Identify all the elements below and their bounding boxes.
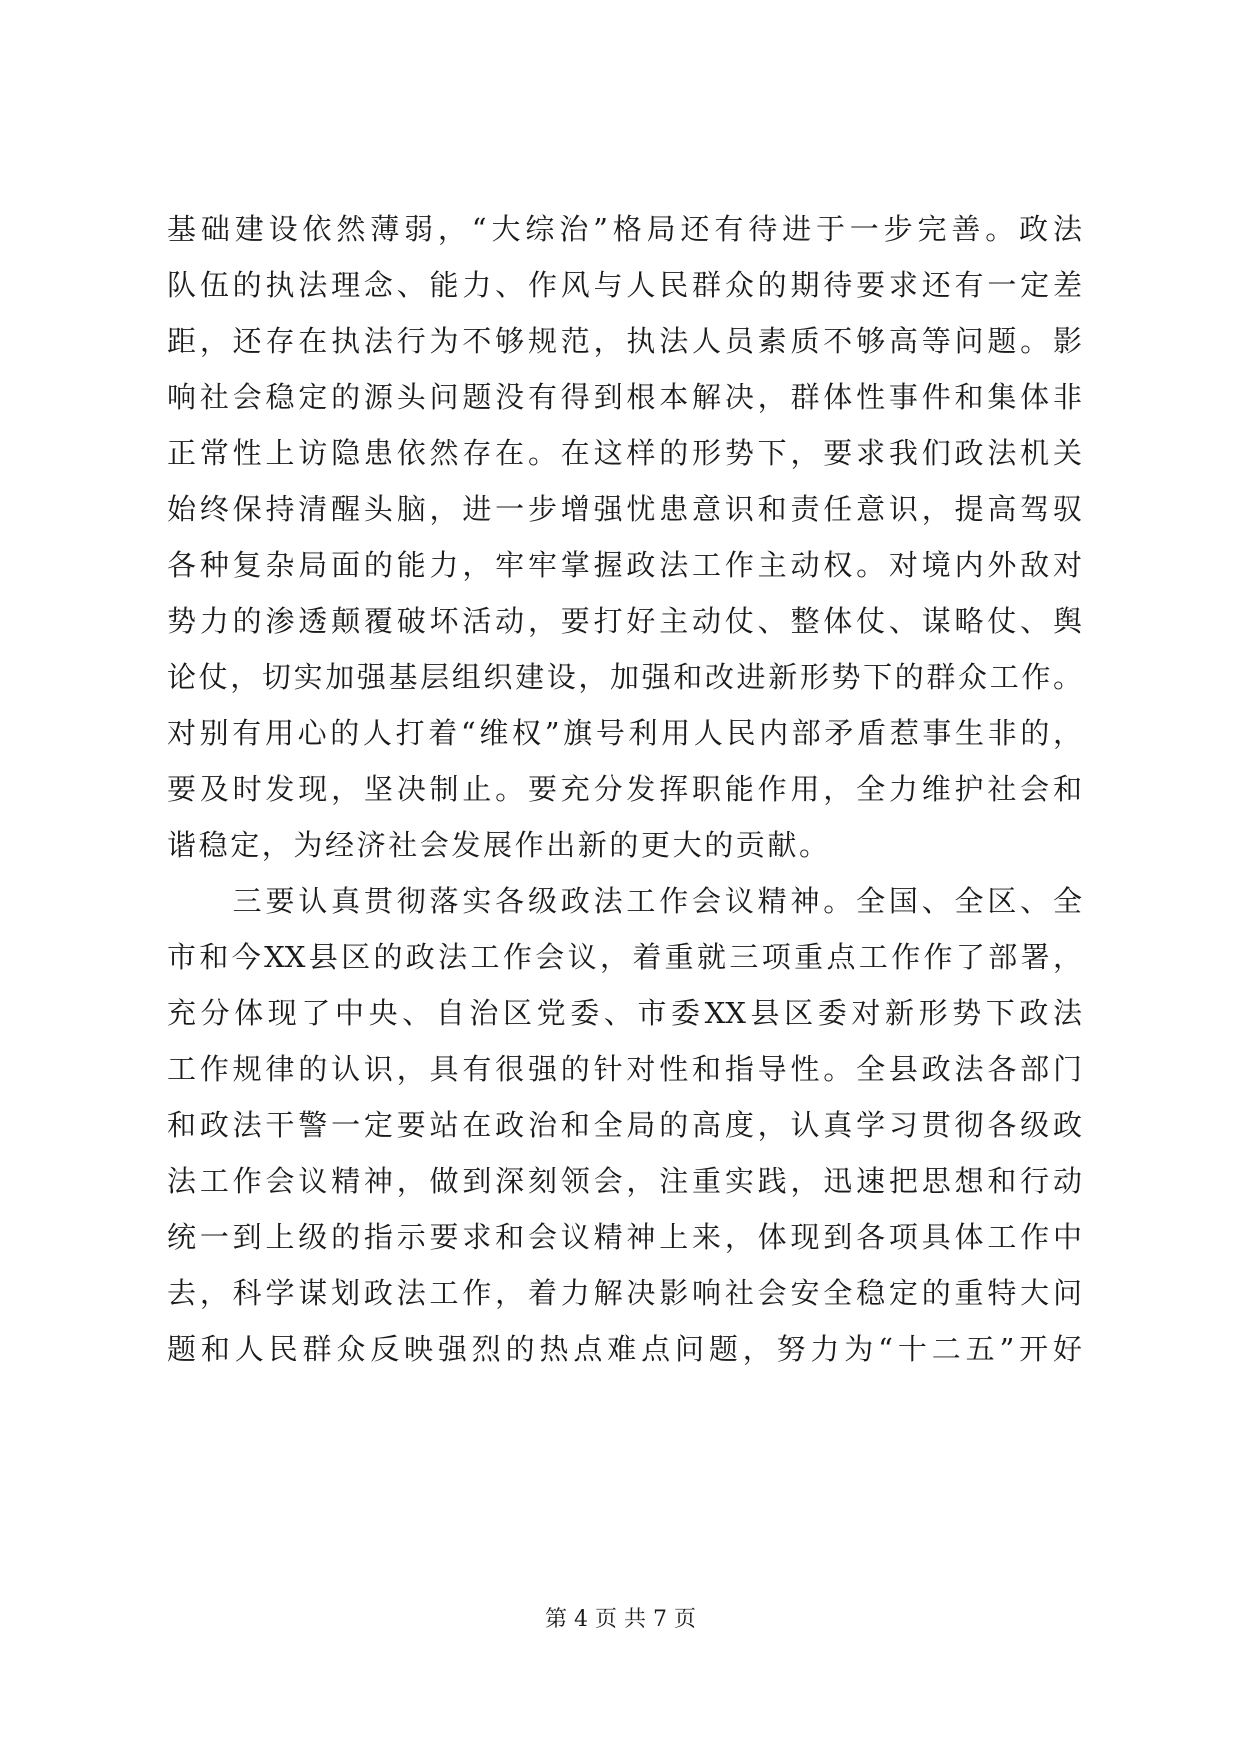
text-line: 正常性上访隐患依然存在。在这样的形势下，要求我们政法机关 bbox=[167, 436, 1082, 470]
text-line: 题和人民群众反映强烈的热点难点问题，努力为“十二五”开好 bbox=[167, 1332, 1082, 1366]
text-line: 势力的渗透颠覆破坏活动，要打好主动仗、整体仗、谋略仗、舆 bbox=[167, 604, 1082, 638]
page-number-footer: 第 4 页 共 7 页 bbox=[545, 1607, 696, 1632]
text-line: 去，科学谋划政法工作，着力解决影响社会安全稳定的重特大问 bbox=[167, 1276, 1082, 1310]
text-line: 和政法干警一定要站在政治和全局的高度，认真学习贯彻各级政 bbox=[167, 1108, 1082, 1142]
text-line: 基础建设依然薄弱，“大综治”格局还有待进于一步完善。政法 bbox=[167, 212, 1082, 246]
text-line: 谐稳定，为经济社会发展作出新的更大的贡献。 bbox=[167, 828, 831, 862]
text-line: 响社会稳定的源头问题没有得到根本解决，群体性事件和集体非 bbox=[167, 380, 1082, 414]
text-line: 始终保持清醒头脑，进一步增强忧患意识和责任意识，提高驾驭 bbox=[167, 492, 1082, 526]
text-line: 法工作会议精神，做到深刻领会，注重实践，迅速把思想和行动 bbox=[167, 1164, 1082, 1198]
text-line: 距，还存在执法行为不够规范，执法人员素质不够高等问题。影 bbox=[167, 324, 1082, 358]
text-line: 队伍的执法理念、能力、作风与人民群众的期待要求还有一定差 bbox=[167, 268, 1082, 302]
text-line: 工作规律的认识，具有很强的针对性和指导性。全县政法各部门 bbox=[167, 1052, 1082, 1086]
text-line: 对别有用心的人打着“维权”旗号利用人民内部矛盾惹事生非的， bbox=[167, 716, 1082, 750]
paragraph-start-line: 三要认真贯彻落实各级政法工作会议精神。全国、全区、全 bbox=[167, 884, 1082, 918]
text-line: 各种复杂局面的能力，牢牢掌握政法工作主动权。对境内外敌对 bbox=[167, 548, 1082, 582]
text-line: 统一到上级的指示要求和会议精神上来，体现到各项具体工作中 bbox=[167, 1220, 1082, 1254]
text-line: 市和今XX县区的政法工作会议，着重就三项重点工作作了部署， bbox=[167, 940, 1082, 974]
text-line: 充分体现了中央、自治区党委、市委XX县区委对新形势下政法 bbox=[167, 996, 1082, 1030]
text-line: 论仗，切实加强基层组织建设，加强和改进新形势下的群众工作。 bbox=[167, 660, 1082, 694]
text-line: 要及时发现，坚决制止。要充分发挥职能作用，全力维护社会和 bbox=[167, 772, 1082, 806]
